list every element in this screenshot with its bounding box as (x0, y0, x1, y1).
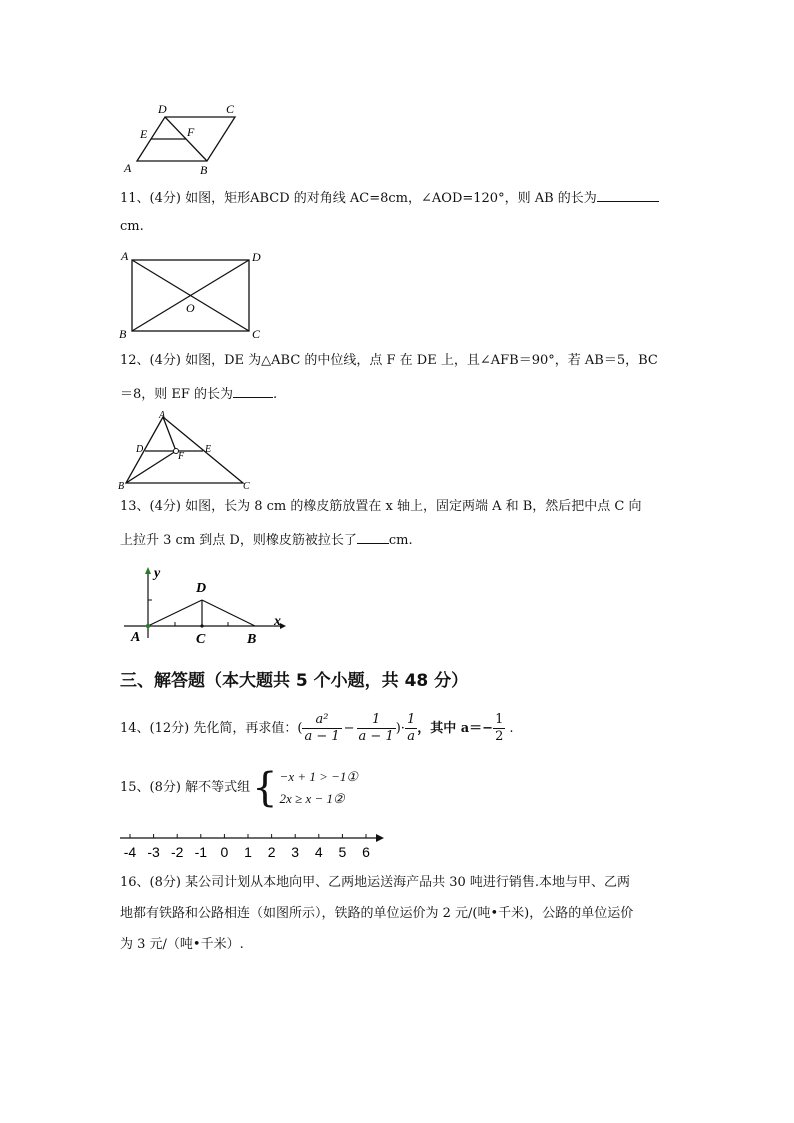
label-E: E (205, 444, 212, 455)
figure-rubber-band (118, 562, 298, 648)
parallelogram-diagram (118, 100, 248, 180)
number-line-tick-label: 5 (338, 844, 347, 860)
number-line-tick-label: 1 (244, 844, 252, 860)
question-11-text: 11、(4分) 如图，矩形ABCD 的对角线 AC=8cm，∠AOD=120°，则 AB 的长为 (120, 191, 597, 206)
question-13-line2 (120, 530, 413, 550)
fraction-denominator: a − 1 (358, 729, 394, 744)
number-line-tick-label: -1 (194, 844, 208, 860)
label-F: F (178, 451, 185, 462)
number-line-tick-label: 6 (362, 844, 370, 860)
question-14 (120, 712, 513, 745)
segment-bf (126, 451, 176, 483)
triangle-diagram (115, 408, 260, 490)
label-x: x (274, 614, 281, 629)
fraction-numerator: a² (302, 712, 341, 729)
number-line-arrow (376, 834, 384, 842)
question-15 (120, 765, 359, 811)
fraction-numerator: 1 (357, 712, 396, 729)
answer-blank-13[interactable] (357, 530, 389, 544)
question-12-line1: 12、(4分) 如图，DE 为△ABC 的中位线，点 F 在 DE 上，且∠AFB＝90°，若 AB＝5，BC (120, 353, 658, 368)
point-c (200, 624, 203, 627)
fraction-1-over-a (405, 712, 417, 745)
label-A: A (121, 249, 129, 263)
label-B: B (118, 481, 125, 490)
figure-rectangle (115, 246, 275, 346)
label-C: C (226, 102, 235, 116)
rectangle-diagram (115, 246, 275, 346)
label-O: O (186, 301, 195, 315)
question-13-line1: 13、(4分) 如图，长为 8 cm 的橡皮筋放置在 x 轴上，固定两端 A 和 B，然后把中点 C 向 (120, 499, 642, 514)
number-line-tick-label: 0 (220, 844, 229, 860)
figure-triangle (115, 408, 260, 490)
fraction-1-over-a-minus-1 (357, 712, 396, 745)
question-16-line2: 地都有铁路和公路相连（如图所示），铁路的单位运价为 2 元/(吨•千米)，公路的单位运价 (120, 906, 634, 921)
answer-blank-12[interactable] (233, 384, 273, 398)
fraction-denominator: a − 1 (304, 729, 340, 744)
label-A: A (124, 161, 132, 175)
fraction-denominator: a (407, 729, 415, 744)
question-12-line2 (120, 384, 277, 404)
question-13-text: 上拉升 3 cm 到点 D，则橡皮筋被拉长了 (120, 533, 357, 548)
fraction-a2-over-a-minus-1 (302, 712, 341, 745)
question-12-text: ＝8，则 EF 的长为 (120, 387, 234, 402)
label-B: B (119, 327, 127, 341)
triangle-abc (126, 417, 243, 483)
label-B: B (200, 163, 208, 177)
label-D: D (196, 581, 207, 596)
fraction-1-over-2 (493, 712, 505, 745)
label-C: C (196, 632, 206, 647)
question-13-unit: cm. (388, 533, 413, 548)
number-line-tick-label: 4 (314, 844, 323, 860)
question-11-line2: cm. (120, 219, 144, 234)
label-C: C (252, 327, 261, 341)
inequality-system (280, 768, 359, 808)
inequality-1: −x + 1 > −1① (279, 769, 359, 784)
number-line (118, 828, 388, 864)
question-12-period: . (273, 387, 278, 402)
inequality-2: 2x ≥ x − 1② (279, 791, 345, 806)
question-14-prefix: 14、(12分) 先化简，再求值：( (120, 720, 303, 736)
rubber-band-diagram (118, 562, 298, 648)
brace-icon: { (252, 765, 278, 811)
label-D: D (158, 102, 167, 116)
label-A: A (159, 410, 166, 421)
y-axis-arrow (145, 567, 151, 574)
number-line-tick-label: 2 (267, 844, 276, 860)
label-B: B (247, 632, 257, 647)
question-15-prefix: 15、(8分) 解不等式组 (120, 780, 251, 795)
question-14-condition: ，其中 a＝− (417, 720, 494, 736)
question-16-line1: 16、(8分) 某公司计划从本地向甲、乙两地运送海产品共 30 吨进行销售.本地与甲、乙两 (120, 875, 631, 890)
label-F: F (187, 125, 195, 139)
fraction-denominator: 2 (495, 729, 504, 744)
number-line-tick-label: 3 (291, 844, 300, 860)
number-line-tick-label: -2 (170, 844, 184, 860)
label-y: y (154, 566, 161, 581)
label-E: E (140, 127, 148, 141)
section-heading: 三、解答题（本大题共 5 个小题，共 48 分） (120, 671, 469, 691)
label-D: D (252, 250, 261, 264)
number-line-tick-label: -3 (147, 844, 160, 860)
question-11-line1 (120, 188, 659, 208)
minus-sign: − (343, 720, 355, 736)
answer-blank-11[interactable] (597, 188, 659, 202)
question-16-line3: 为 3 元/（吨•千米）. (120, 937, 244, 952)
number-line-svg (118, 828, 388, 864)
fraction-numerator: 1 (406, 712, 416, 727)
question-14-period: . (509, 720, 514, 736)
label-D: D (136, 444, 144, 455)
label-A: A (131, 630, 141, 645)
close-paren-dot: )· (395, 720, 405, 736)
fraction-numerator: 1 (495, 712, 504, 727)
number-line-tick-label: -4 (123, 844, 137, 860)
figure-parallelogram (118, 100, 248, 180)
point-a (146, 624, 150, 628)
label-C: C (243, 481, 250, 490)
